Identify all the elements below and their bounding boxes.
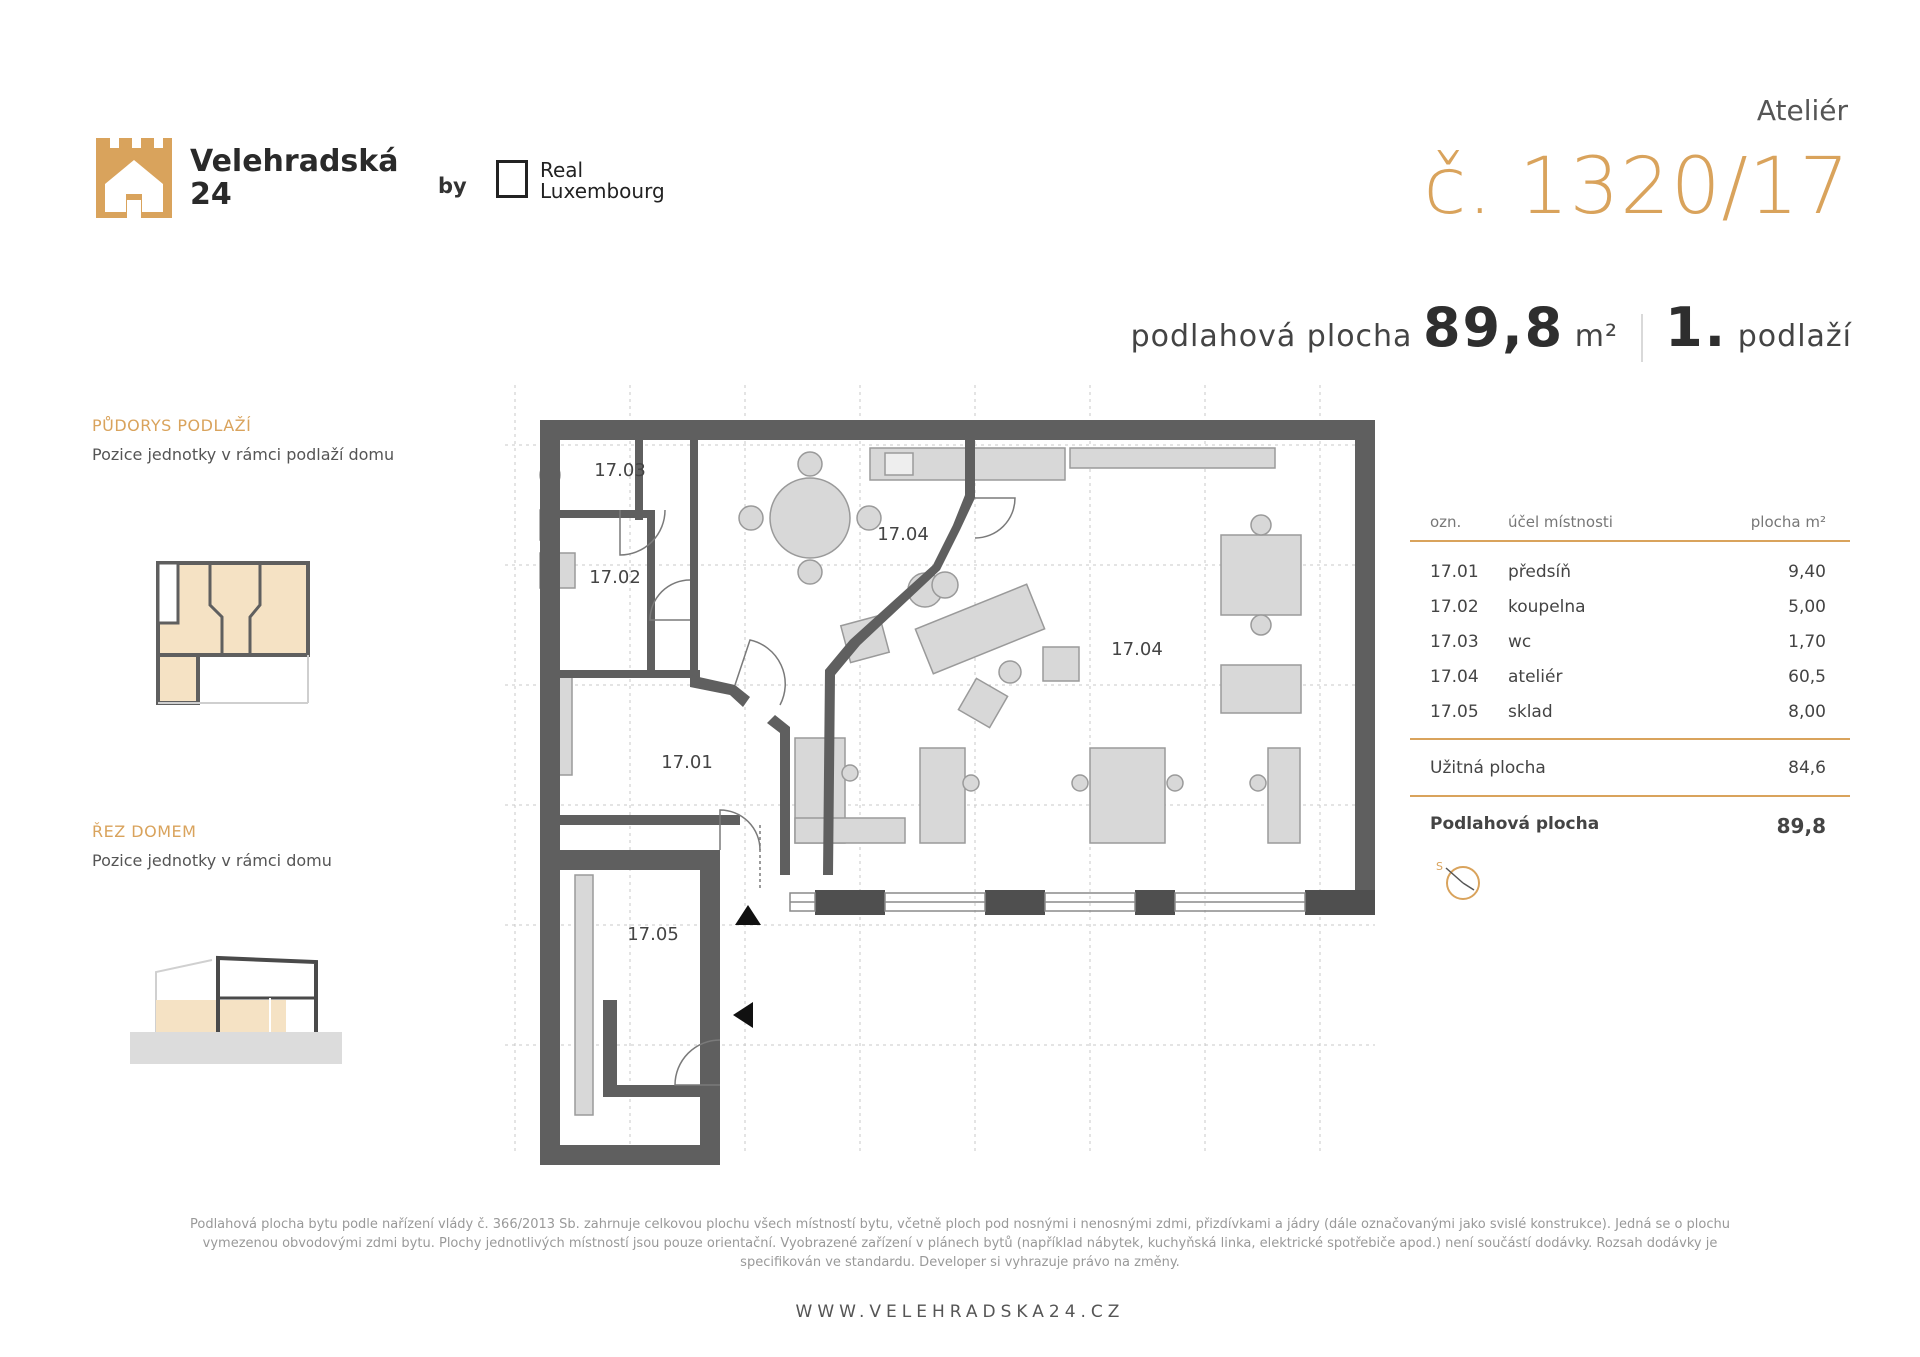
partner-logo-box-icon bbox=[496, 160, 528, 198]
section-subtitle: Pozice jednotky v rámci domu bbox=[92, 851, 332, 870]
entrance-arrow-left-icon bbox=[733, 1002, 753, 1028]
brand-name bbox=[190, 145, 398, 211]
room-label-1703: 17.03 bbox=[594, 460, 646, 481]
usable-area-value: 84,6 bbox=[1788, 758, 1826, 778]
row-purpose: ateliér bbox=[1508, 667, 1563, 687]
website-url[interactable]: WWW.VELEHRADSKA24.CZ bbox=[795, 1302, 1125, 1322]
room-label-1702: 17.02 bbox=[589, 567, 641, 588]
table-rule-floor bbox=[1410, 795, 1850, 797]
floor-area-value: 89,8 bbox=[1776, 814, 1826, 838]
table-header-area: plocha m² bbox=[1750, 513, 1826, 531]
usable-area-label: Užitná plocha bbox=[1430, 758, 1546, 778]
footnote-line3: specifikován ve standardu. Developer si vyhrazuje právo na změny. bbox=[740, 1255, 1180, 1270]
compass-icon bbox=[1428, 856, 1488, 906]
floor-area-row bbox=[1430, 814, 1826, 840]
floor-label: podlaží bbox=[1737, 319, 1852, 354]
divider bbox=[1641, 314, 1643, 362]
row-area: 8,00 bbox=[1788, 702, 1826, 722]
partner-name bbox=[540, 160, 665, 202]
brand-name-line2: 24 bbox=[190, 177, 232, 212]
footnote bbox=[100, 1215, 1820, 1272]
row-purpose: koupelna bbox=[1508, 597, 1586, 617]
row-area: 9,40 bbox=[1788, 562, 1826, 582]
area-value: 89,8 bbox=[1422, 296, 1565, 359]
table-row bbox=[1430, 667, 1826, 693]
floor-number: 1. bbox=[1665, 296, 1728, 359]
brand-name-line1: Velehradská bbox=[190, 144, 399, 179]
footnote-line1: Podlahová plocha bytu podle nařízení vlády č. 366/2013 Sb. zahrnuje celkovou plochu všech místností bytu, včetně ploch pod nosnými i nenosnými zdmi, přizdívkami a jádry (dále označovanými jako svislé konstrukce). Jedná se o plochu bbox=[189, 1217, 1730, 1232]
row-purpose: wc bbox=[1508, 632, 1532, 652]
floor-plan bbox=[505, 385, 1375, 1170]
table-header-code: ozn. bbox=[1430, 513, 1462, 531]
plan-subtitle: Pozice jednotky v rámci podlaží domu bbox=[92, 445, 395, 464]
floor-position-thumbnail bbox=[150, 555, 320, 715]
unit-number: č. 1320/17 bbox=[1423, 142, 1850, 232]
entrance-arrows bbox=[733, 905, 761, 1028]
table-rule-usable bbox=[1410, 738, 1850, 740]
room-label-1705: 17.05 bbox=[627, 924, 679, 945]
room-label-1704b: 17.04 bbox=[1111, 639, 1163, 660]
row-code: 17.02 bbox=[1430, 597, 1479, 617]
entrance-arrow-up-icon bbox=[735, 905, 761, 925]
row-area: 5,00 bbox=[1788, 597, 1826, 617]
row-purpose: sklad bbox=[1508, 702, 1553, 722]
partner-name-line1: Real bbox=[540, 158, 584, 182]
compass-letter: S bbox=[1436, 860, 1443, 873]
unit-type: Ateliér bbox=[1756, 94, 1848, 127]
table-row bbox=[1430, 597, 1826, 623]
usable-area-row bbox=[1430, 758, 1826, 784]
row-area: 60,5 bbox=[1788, 667, 1826, 687]
room-label-1704a: 17.04 bbox=[877, 524, 929, 545]
row-code: 17.04 bbox=[1430, 667, 1479, 687]
room-label-1701: 17.01 bbox=[661, 752, 713, 773]
brand-logo bbox=[92, 134, 176, 224]
section-title: ŘEZ DOMEM bbox=[92, 822, 197, 841]
castle-logo-icon bbox=[92, 134, 176, 224]
row-code: 17.05 bbox=[1430, 702, 1479, 722]
area-unit: m² bbox=[1574, 319, 1619, 354]
section-position-thumbnail bbox=[130, 950, 345, 1070]
footnote-line2: vymezenou obvodovými zdmi bytu. Plochy jednotlivých místností jsou pouze orientační. Vyobrazené zařízení v plánech bytů (například nábytek, kuchyňská linka, elektrické spotřebiče apod.) není součástí dodávky. Rozsah dodávky je bbox=[202, 1236, 1718, 1251]
by-label: by bbox=[438, 174, 467, 198]
row-code: 17.01 bbox=[1430, 562, 1479, 582]
partner-name-line2: Luxembourg bbox=[540, 179, 665, 203]
area-label: podlahová plocha bbox=[1130, 319, 1413, 354]
table-row bbox=[1430, 632, 1826, 658]
row-code: 17.03 bbox=[1430, 632, 1479, 652]
row-purpose: předsíň bbox=[1508, 562, 1572, 582]
table-header-purpose: účel místnosti bbox=[1508, 513, 1613, 531]
floor-area-label: Podlahová plocha bbox=[1430, 814, 1600, 834]
area-summary bbox=[1131, 296, 1852, 362]
table-header-rule bbox=[1410, 540, 1850, 542]
table-row bbox=[1430, 702, 1826, 728]
plan-title: PŮDORYS PODLAŽÍ bbox=[92, 416, 252, 435]
table-row bbox=[1430, 562, 1826, 588]
row-area: 1,70 bbox=[1788, 632, 1826, 652]
